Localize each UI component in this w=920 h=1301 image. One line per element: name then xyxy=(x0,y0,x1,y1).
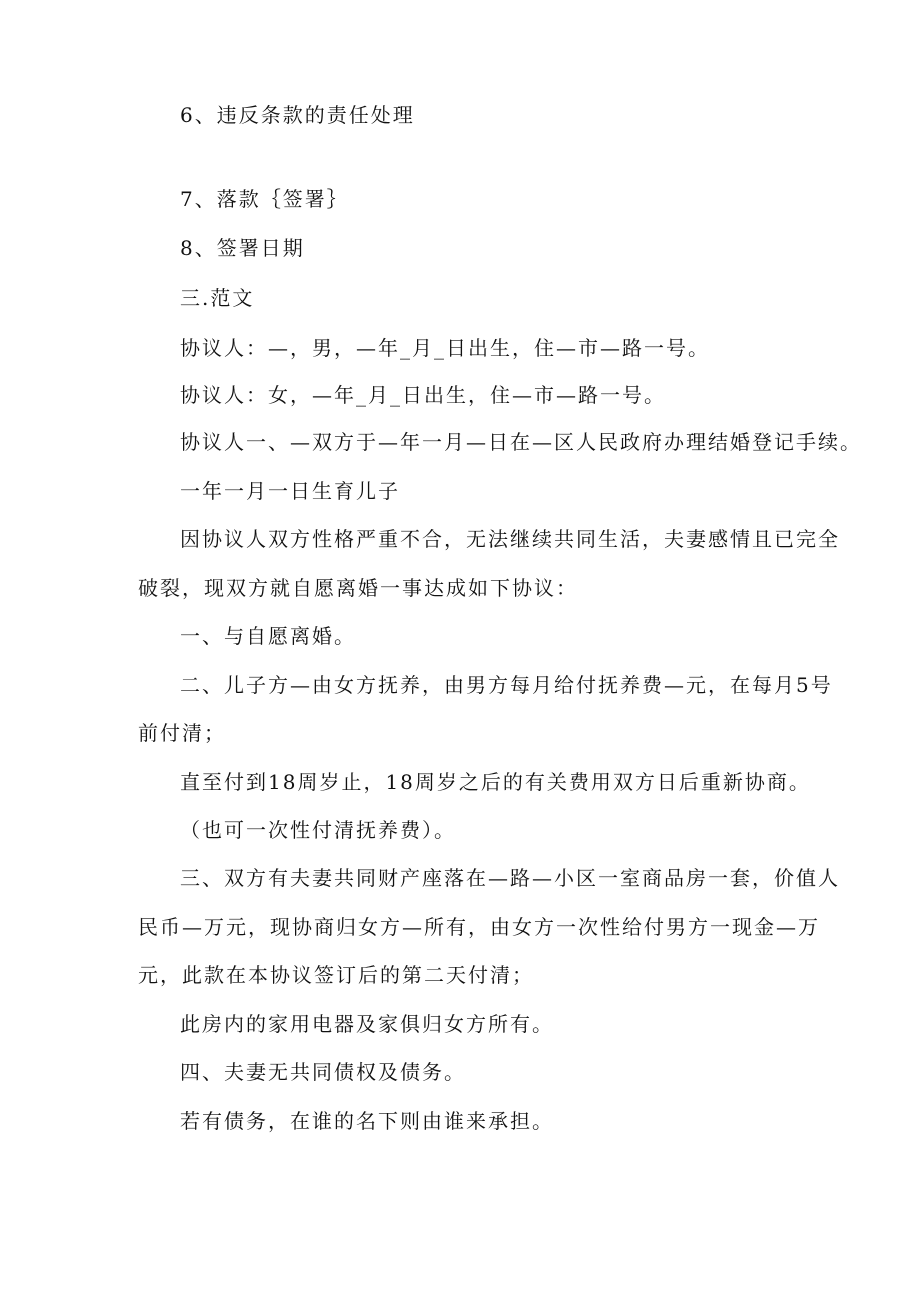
paragraph-line: 直至付到18周岁止，18周岁之后的有关费用双方日后重新协商。 xyxy=(180,770,811,794)
agreement-clause-3: 三、双方有夫妻共同财产座落在—路—小区一室商品房一套，价值人 xyxy=(180,866,840,890)
paragraph-line: 若有债务，在谁的名下则由谁来承担。 xyxy=(180,1109,554,1133)
paragraph-line: 一年一月一日生育儿子 xyxy=(180,479,400,503)
paragraph-line: （也可一次性付清抚养费）。 xyxy=(180,818,456,842)
paragraph-line: 元，此款在本协议签订后的第二天付清； xyxy=(138,963,534,987)
party-line-female: 协议人：女，—年_月_日出生，住—市—路一号。 xyxy=(180,383,666,407)
agreement-clause-2: 二、儿子方—由女方抚养，由男方每月给付抚养费—元，在每月5号 xyxy=(180,673,833,697)
paragraph-line: 因协议人双方性格严重不合，无法继续共同生活，夫妻感情且已完全 xyxy=(180,527,840,551)
paragraph-line: 破裂，现双方就自愿离婚一事达成如下协议： xyxy=(138,576,578,600)
section-item-7: 7、落款｛签署｝ xyxy=(180,187,349,211)
agreement-clause-1: 一、与自愿离婚。 xyxy=(180,624,356,648)
paragraph-line: 前付清； xyxy=(138,721,226,745)
section-heading-sample: 三.范文 xyxy=(180,286,255,310)
paragraph-line: 此房内的家用电器及家俱归女方所有。 xyxy=(180,1012,554,1036)
paragraph-line: 民币—万元，现协商归女方—所有，由女方一次性给付男方一现金—万 xyxy=(138,915,820,939)
paragraph-line: 协议人一、—双方于—年一月—日在—区人民政府办理结婚登记手续。 xyxy=(180,430,862,454)
agreement-clause-4: 四、夫妻无共同债权及债务。 xyxy=(180,1060,466,1084)
section-item-6: 6、违反条款的责任处理 xyxy=(180,103,415,127)
section-item-8: 8、签署日期 xyxy=(180,236,305,260)
party-line-male: 协议人：—，男，—年_月_日出生，住—市—路一号。 xyxy=(180,336,710,360)
